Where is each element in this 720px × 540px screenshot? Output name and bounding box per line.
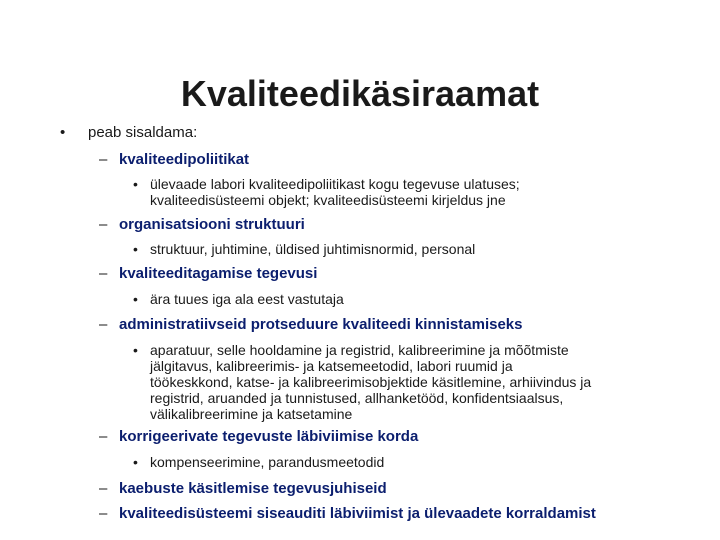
detail-line: töökeskkond, katse- ja kalibreerimisobjektide käsitlemine, arhiivindus ja — [150, 374, 592, 390]
section-heading-text: korrigeerivate tegevuste läbiviimise korda — [119, 428, 419, 445]
section-heading-text: kaebuste käsitlemise tegevusjuhiseid — [119, 480, 387, 497]
section-heading-text: kvaliteedipoliitikat — [119, 151, 250, 168]
detail-line: kvaliteedisüsteemi objekt; kvaliteedisüsteemi kirjeldus jne — [150, 192, 506, 208]
bullet-icon: • — [133, 176, 138, 192]
detail-line: ülevaade labori kvaliteedipoliitikast kogu tegevuse ulatuses; — [150, 176, 520, 192]
section-detail — [133, 291, 344, 307]
section-heading — [99, 265, 317, 283]
bullet-icon: • — [133, 241, 138, 257]
section-heading-text: kvaliteedisüsteemi siseauditi läbiviimist ja ülevaadete korraldamist — [119, 505, 596, 522]
section-heading — [99, 216, 305, 234]
section-heading — [99, 428, 418, 446]
detail-line: ära tuues iga ala eest vastutaja — [150, 291, 344, 307]
dash-icon: – — [99, 216, 108, 233]
detail-line: jälgitavus, kalibreerimis- ja katsemeetodid, labori ruumid ja — [150, 358, 513, 374]
dash-icon: – — [99, 265, 108, 282]
section-detail — [133, 454, 384, 470]
section-heading — [99, 505, 596, 523]
dash-icon: – — [99, 316, 108, 333]
intro-text: peab sisaldama: — [88, 124, 198, 141]
bullet-icon: • — [133, 454, 138, 470]
bullet-icon: • — [133, 291, 138, 307]
detail-line: kompenseerimine, parandusmeetodid — [150, 454, 385, 470]
detail-line: välikalibreerimine ja katsetamine — [150, 406, 353, 422]
intro-item — [60, 124, 197, 142]
section-heading — [99, 316, 522, 334]
section-detail — [133, 241, 475, 257]
section-heading — [99, 151, 249, 169]
section-heading — [99, 480, 387, 498]
detail-line: struktuur, juhtimine, üldised juhtimisnormid, personal — [150, 241, 476, 257]
section-heading-text: kvaliteeditagamise tegevusi — [119, 265, 318, 282]
bullet-icon: • — [60, 124, 66, 141]
bullet-icon: • — [133, 342, 138, 358]
dash-icon: – — [99, 428, 108, 445]
dash-icon: – — [99, 505, 108, 522]
section-heading-text: organisatsiooni struktuuri — [119, 216, 305, 233]
detail-line: registrid, aruanded ja tunnistused, allhanketööd, konfidentsiaalsus, — [150, 390, 564, 406]
slide-title: Kvaliteedikäsiraamat — [180, 73, 540, 114]
dash-icon: – — [99, 480, 108, 497]
section-heading-text: administratiivseid protseduure kvaliteedi kinnistamiseks — [119, 316, 523, 333]
dash-icon: – — [99, 151, 108, 168]
section-detail — [133, 176, 520, 208]
detail-line: aparatuur, selle hooldamine ja registrid, kalibreerimine ja mõõtmiste — [150, 342, 569, 358]
section-detail — [133, 342, 591, 422]
